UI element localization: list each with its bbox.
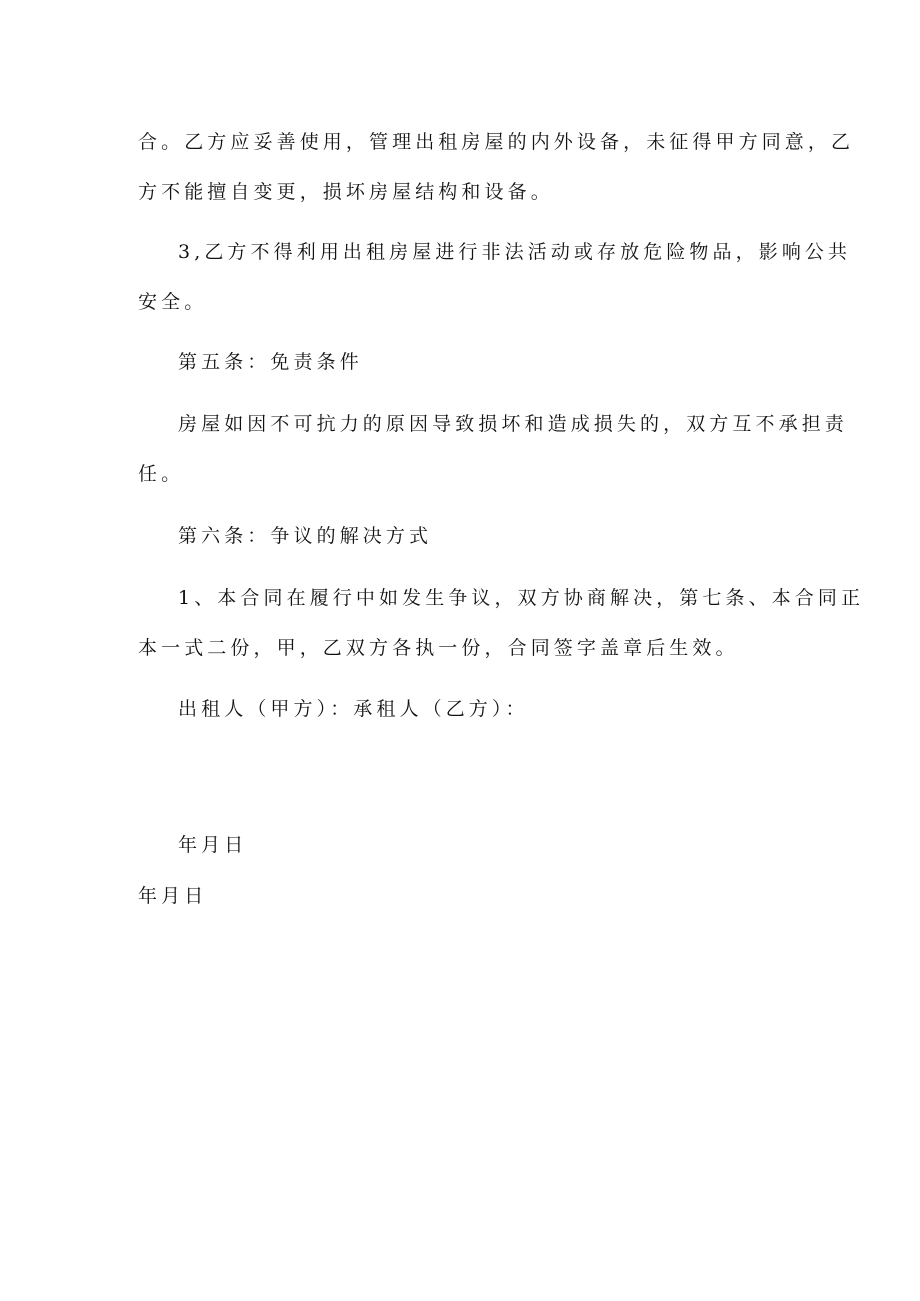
date-line: 年月日 <box>138 885 208 907</box>
paragraph-line: 安全。 <box>138 291 208 313</box>
date-line: 年月日 <box>178 834 248 856</box>
paragraph-line: 任。 <box>138 463 185 485</box>
paragraph-line: 房屋如因不可抗力的原因导致损坏和造成损失的，双方互不承担责 <box>178 413 848 435</box>
paragraph-line: 3,乙方不得利用出租房屋进行非法活动或存放危险物品，影响公共 <box>178 241 852 263</box>
article-heading: 第六条：争议的解决方式 <box>178 525 433 547</box>
paragraph-line: 合。乙方应妥善使用，管理出租房屋的内外设备，未征得甲方同意，乙 <box>138 131 855 153</box>
paragraph-line: 本一式二份，甲，乙双方各执一份，合同签字盖章后生效。 <box>138 637 739 659</box>
signature-line: 出租人（甲方）：承租人（乙方）： <box>178 698 529 720</box>
paragraph-line: 方不能擅自变更，损坏房屋结构和设备。 <box>138 181 554 203</box>
paragraph-line: 1、本合同在履行中如发生争议，双方协商解决，第七条、本合同正 <box>178 587 865 609</box>
article-heading: 第五条：免责条件 <box>178 351 363 373</box>
